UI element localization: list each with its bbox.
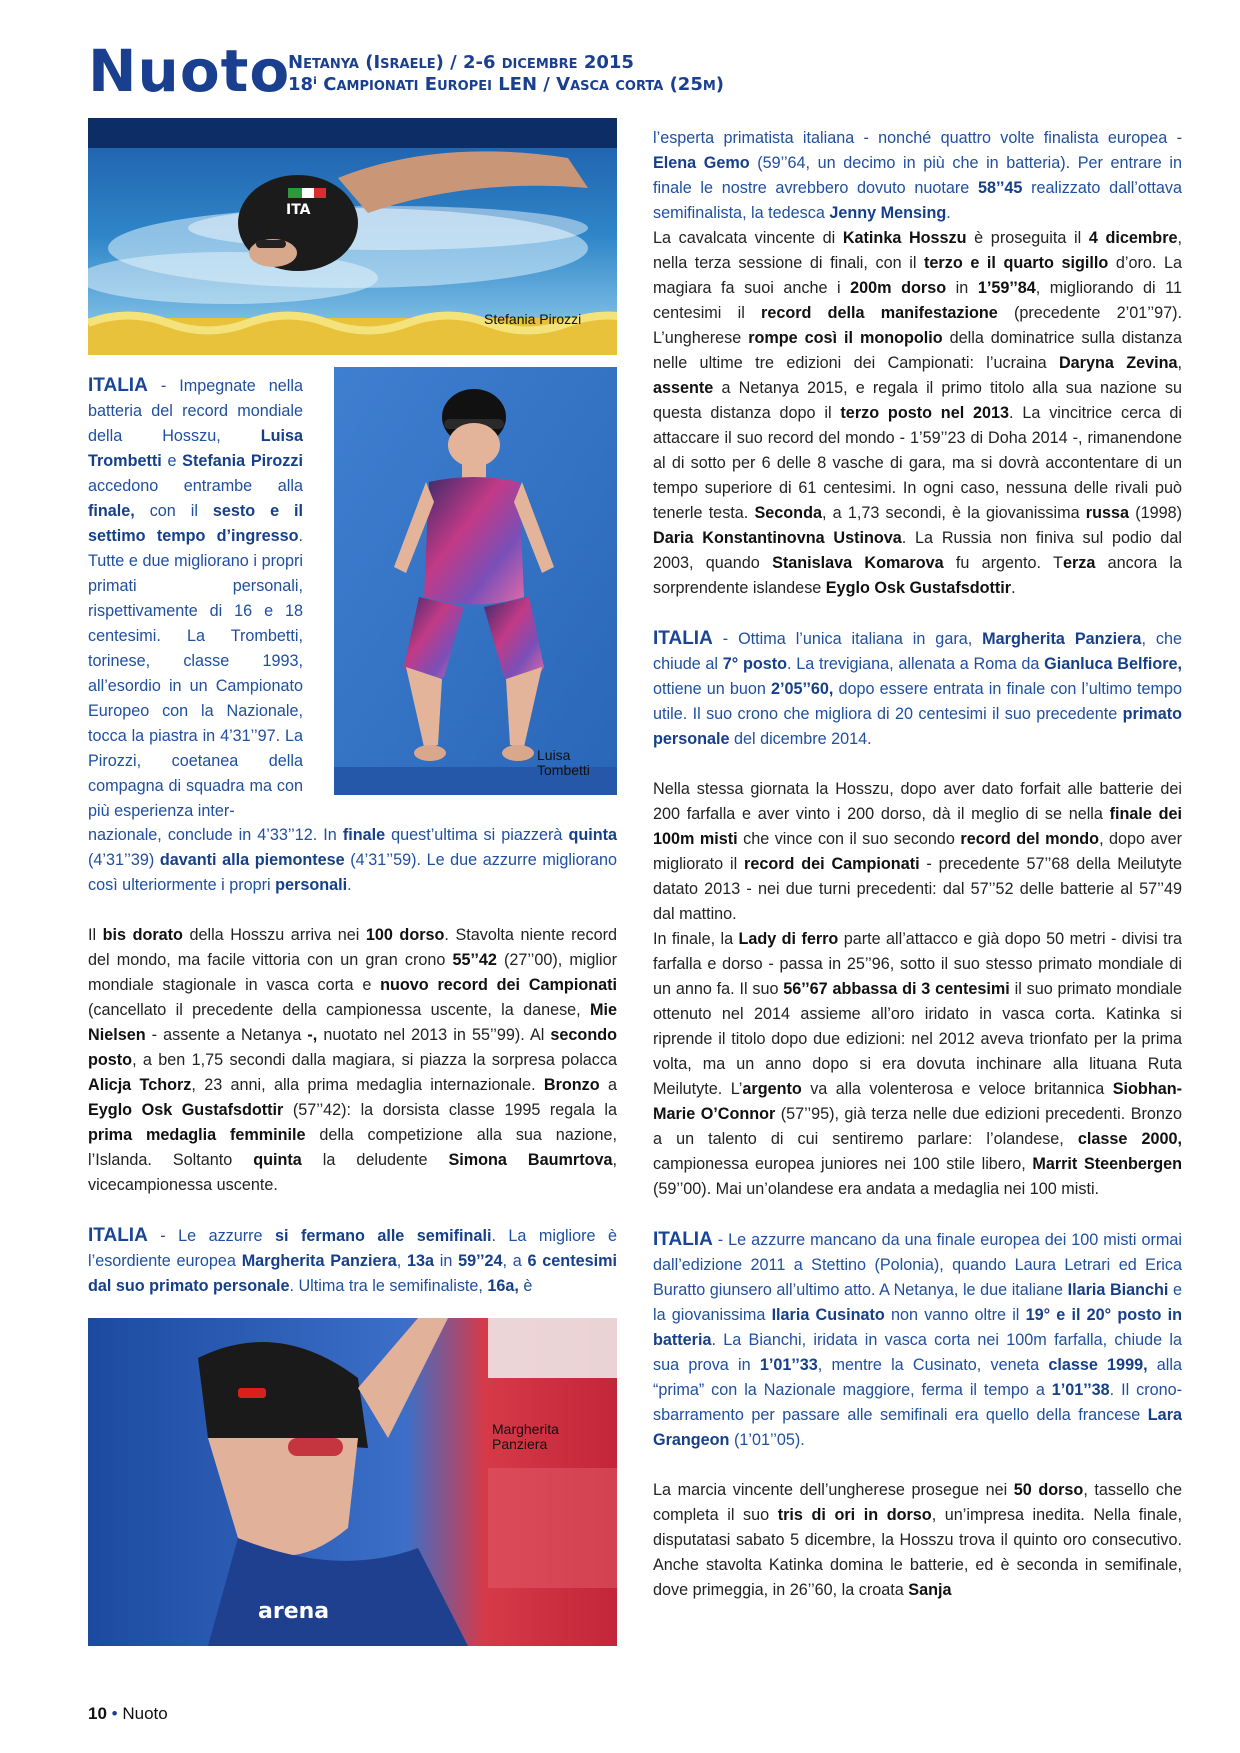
page-number: 10 xyxy=(88,1704,107,1723)
cap-logo-text: ITA xyxy=(286,202,311,218)
event-name: 18ⁱ Campionati Europei LEN / Vasca corta (25m) xyxy=(288,74,725,95)
footer-section: Nuoto xyxy=(122,1704,168,1723)
page-header xyxy=(88,38,1178,108)
left-column-text: nazionale, conclude in 4’33’’12. In finale quest’ultima si piazzerà quinta (4’31’’39) davanti alla piemontese (4’31’’59). Le due azzurre migliorano così ulteriormente i propri personali. Il bis dorato della Hosszu arriva nei 100 dorso. Stavolta niente record del mondo, ma facile vittoria con un gran crono 55’’42 (27’’00), miglior mondiale stagionale in vasca corta e nuovo record dei Campionati (cancellato il precedente della campionessa uscente, la danese, Mie Nielsen - assente a Netanya -, nuotato nel 2013 in 55’’99). Al secondo posto, a ben 1,75 secondi dalla magiara, si piazza la sorpresa polacca Alicja Tchorz, 23 anni, alla prima medaglia internazionale. Bronzo a Eyglo Osk Gustafsdottir (57’’42): la dorsista classe 1995 regala la prima medaglia femminile della competizione alla sua nazione, l’Islanda. Soltanto quinta la deludente Simona Baumrtova, vicecampionessa uscente. ITALIA - Le azzurre si fermano alle semifinali. La migliore è l’esordiente europea Margherita Panziera, 13a in 59’’24, a 6 centesimi dal suo primato personale. Ultima tra le semifinaliste, 16a, è xyxy=(88,826,618,1295)
footer-separator: • xyxy=(111,1704,118,1723)
event-subtitle xyxy=(288,52,724,96)
event-location-date: Netanya (Israele) / 2-6 dicembre 2015 xyxy=(288,52,634,73)
caption-margherita-panziera: Margherita Panziera xyxy=(492,1421,559,1452)
right-column-text: l’esperta primatista italiana - nonché quattro volte finalista europea - Elena Gemo (59’’64, un decimo in più che in batteria). Per entrare in finale le nostre avrebbero dovuto nuotare 58’’45 realizzato dall’ottava semifinalista, la tedesca Jenny Mensing. La cavalcata vincente di Katinka Hosszu è proseguita il 4 dicembre, nella terza sessione di finali, con il terzo e il quarto sigillo d’oro. La magiara fa suoi anche i 200m dorso in 1’59’’84, migliorando di 11 centesimi il record della manifestazione (precedente 2’01’’97). L’ungherese rompe così il monopolio della dominatrice sulla distanza nelle ultime tre edizioni dei Campionati: l’ucraina Daryna Zevina, assente a Netanya 2015, e regala il primo titolo alla sua nazione su questa distanza dopo il terzo posto nel 2013. La vincitrice cerca di attaccare il suo record del mondo - 1’59’’23 di Doha 2014 -, rimanendone al di sotto per 6 delle 8 vasche di gara, ma si dovrà accontentare di un tempo superiore di 61 centesimi. In ogni caso, nessuna delle rivali può tenerle testa. Seconda, a 1,73 secondi, è la giovanissima russa (1998) Daria Konstantinovna Ustinova. La Russia non finiva sul podio dal 2003, quando Stanislava Komarova fu argento. Terza ancora la sorprendente islandese Eyglo Osk Gustafsdottir. ITALIA - Ottima l’unica italiana in gara, Margherita Panziera, che chiude al 7° posto. La trevigiana, allenata a Roma da Gianluca Belfiore, ottiene un buon 2’05’’60, dopo essere entrata in finale con l’ultimo tempo utile. Il suo crono che migliora di 20 centesimi il suo precedente primato personale del dicembre 2014. Nella stessa giornata la Hosszu, dopo aver dato forfait alle batterie dei 200 farfalla e aver vinto i 200 dorso, dà il meglio di se nella finale dei 100m misti che vince con il suo secondo record del mondo, dopo aver migliorato il record dei Campionati - precedente 57’’68 della Meilutyte datato 2013 - nei due turni precedenti: dal 57’’52 delle batterie al 57’’49 dal mattino. In finale, la Lady di ferro parte all’attacco e già dopo 50 metri - divisi tra farfalla e dorso - passa in 25’’96, sotto il suo stesso primato mondiale di un anno fa. Il suo 56’’67 abbassa di 3 centesimi il suo primato mondiale ottenuto nel 2014 assieme all’oro iridato in vasca corta. Katinka si riprende il titolo dopo due edizioni: nel 2012 aveva trionfato per la prima volta, ma un anno dopo si era dovuta inchinare alla lituana Ruta Meilutyte. L’argento va alla volenterosa e veloce britannica Siobhan-Marie O’Connor (57’’95), già terza nelle due edizioni precedenti. Bronzo a un talento di cui sentiremo parlare: l’olandese, classe 2000, campionessa europea juniores nei 100 stile libero, Marrit Steenbergen (59’’00). Mai un’olandese era andata a medaglia nei 100 misti. ITALIA - Le azzurre mancano da una finale europea dei 100 misti ormai dall’edizione 2011 a Stettino (Polonia), quando Laura Letrari ed Erica Buratto giunsero all’ultimo atto. A Netanya, le due italiane Ilaria Bianchi e la giovanissima Ilaria Cusinato non vanno oltre il 19° e il 20° posto in batteria. La Bianchi, iridata in vasca corta nei 100m farfalla, chiude la sua prova in 1’01’’33, mentre la Cusinato, veneta classe 1999, alla “prima” con la Nazionale maggiore, ferma il tempo a 1’01’’38. Il crono-sbarramento per passare alle semifinali era quello della francese Lara Grangeon (1’01’’05). La marcia vincente dell’ungherese prosegue nei 50 dorso, tassello che completa il suo tris di ori in dorso, un’impresa inedita. Nella finale, disputatasi sabato 5 dicembre, la Hosszu trova il quinto oro consecutivo. Anche stavolta Katinka domina le batterie, ed è seconda in semifinale, dove primeggia, in 26’’60, la croata Sanja xyxy=(653,129,1183,1599)
section-title: Nuoto xyxy=(88,37,291,105)
left-narrow-text: ITALIA - Impegnate nella batteria del record mondiale della Hosszu, Luisa Trombetti e Stefania Pirozzi accedono entrambe alla finale, con il sesto e il settimo tempo d’ingresso. Tutte e due migliorano i propri primati personali, rispettivamente di 16 e 18 centesimi. La Trombetti, torinese, classe 1993, all’esordio in un Campionato Europeo con la Nazionale, tocca la piastra in 4’31’’97. La Pirozzi, coetanea della compagna di squadra ma con più esperienza inter- xyxy=(88,375,303,820)
caption-stefania-pirozzi: Stefania Pirozzi xyxy=(484,311,582,327)
photo-margherita-panziera xyxy=(88,1318,617,1646)
page-footer xyxy=(88,1704,168,1724)
caption-luisa-trombetti: Luisa Tombetti xyxy=(537,747,590,778)
photo-luisa-trombetti xyxy=(334,367,617,795)
suit-logo-text: arena xyxy=(258,1599,330,1624)
